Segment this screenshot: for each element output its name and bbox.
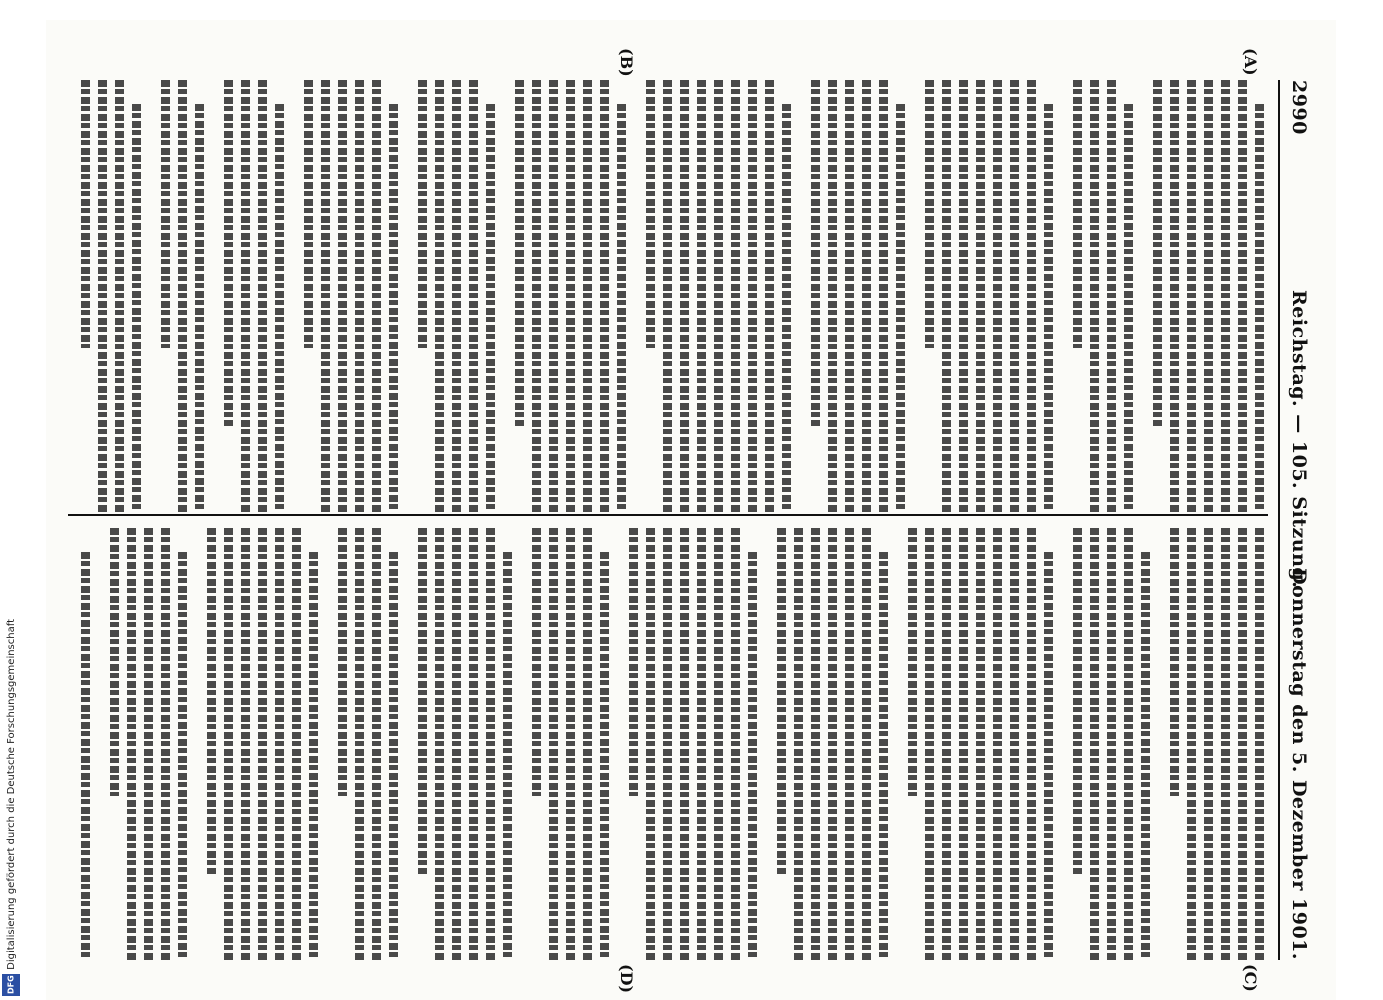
text-line bbox=[161, 80, 170, 348]
text-line bbox=[241, 80, 250, 512]
text-line bbox=[1073, 80, 1082, 348]
text-line bbox=[1187, 528, 1196, 960]
text-line bbox=[765, 80, 774, 512]
text-line bbox=[81, 80, 90, 348]
text-line bbox=[600, 552, 609, 960]
text-line bbox=[178, 80, 187, 512]
text-line bbox=[195, 104, 204, 512]
text-line bbox=[1170, 528, 1179, 796]
paragraph-gap bbox=[905, 80, 917, 512]
text-line bbox=[515, 80, 524, 426]
text-line bbox=[321, 80, 330, 512]
text-line bbox=[879, 80, 888, 512]
text-line bbox=[1124, 104, 1133, 512]
text-line bbox=[583, 80, 592, 512]
text-line bbox=[292, 528, 301, 960]
text-line bbox=[224, 80, 233, 426]
text-line bbox=[566, 528, 575, 960]
paragraph-gap bbox=[284, 80, 296, 512]
text-line bbox=[925, 528, 934, 960]
marker-b: (B) bbox=[617, 48, 636, 77]
paragraph-gap bbox=[791, 80, 803, 512]
text-line bbox=[1010, 528, 1019, 960]
text-line bbox=[549, 80, 558, 512]
text-line bbox=[777, 528, 786, 874]
text-line bbox=[896, 104, 905, 512]
text-line bbox=[207, 528, 216, 874]
text-line bbox=[338, 80, 347, 512]
text-line bbox=[1153, 80, 1162, 426]
text-line bbox=[828, 528, 837, 960]
text-line bbox=[697, 80, 706, 512]
header-rule bbox=[1278, 80, 1280, 960]
text-line bbox=[1027, 528, 1036, 960]
text-line bbox=[532, 528, 541, 796]
text-line bbox=[680, 528, 689, 960]
text-line bbox=[663, 528, 672, 960]
text-line bbox=[925, 80, 934, 348]
text-line bbox=[959, 80, 968, 512]
paragraph-gap bbox=[1053, 80, 1065, 512]
text-line bbox=[304, 80, 313, 348]
text-line bbox=[115, 80, 124, 512]
paragraph-gap bbox=[398, 80, 410, 512]
text-line bbox=[714, 528, 723, 960]
column-divider bbox=[68, 514, 1268, 516]
text-line bbox=[1141, 552, 1150, 960]
paragraph-gap bbox=[609, 528, 621, 960]
text-line bbox=[976, 80, 985, 512]
text-line bbox=[646, 528, 655, 960]
text-line bbox=[1010, 80, 1019, 512]
text-line bbox=[1107, 528, 1116, 960]
text-line bbox=[942, 80, 951, 512]
text-line bbox=[309, 552, 318, 960]
newspaper-page bbox=[46, 20, 1336, 1000]
paragraph-gap bbox=[626, 80, 638, 512]
text-line bbox=[372, 528, 381, 960]
text-line bbox=[1073, 528, 1082, 874]
text-line bbox=[418, 528, 427, 874]
paragraph-gap bbox=[90, 528, 102, 960]
paragraph-gap bbox=[757, 528, 769, 960]
paragraph-gap bbox=[187, 528, 199, 960]
text-line bbox=[258, 80, 267, 512]
text-line bbox=[959, 528, 968, 960]
text-line bbox=[1221, 80, 1230, 512]
text-line bbox=[663, 80, 672, 512]
paragraph-gap bbox=[495, 80, 507, 512]
text-line bbox=[418, 80, 427, 348]
text-line bbox=[81, 552, 90, 960]
text-line bbox=[1107, 80, 1116, 512]
text-line bbox=[338, 528, 347, 796]
text-line bbox=[144, 528, 153, 960]
text-line bbox=[1204, 528, 1213, 960]
text-line bbox=[435, 80, 444, 512]
text-line bbox=[811, 80, 820, 426]
text-line bbox=[583, 528, 592, 960]
text-line bbox=[1204, 80, 1213, 512]
text-column-left bbox=[74, 80, 1264, 512]
page-date: Donnerstag den 5. Dezember 1901. bbox=[1288, 568, 1310, 960]
paragraph-gap bbox=[318, 528, 330, 960]
page-title: Reichstag. — 105. Sitzung. bbox=[1288, 290, 1310, 589]
text-line bbox=[1238, 528, 1247, 960]
text-line bbox=[435, 528, 444, 960]
text-line bbox=[993, 528, 1002, 960]
text-line bbox=[714, 80, 723, 512]
text-line bbox=[976, 528, 985, 960]
text-line bbox=[566, 80, 575, 512]
text-line bbox=[617, 104, 626, 512]
text-line bbox=[275, 104, 284, 512]
text-line bbox=[1090, 528, 1099, 960]
text-line bbox=[600, 80, 609, 512]
text-line bbox=[132, 104, 141, 512]
text-line bbox=[355, 80, 364, 512]
text-line bbox=[389, 104, 398, 512]
page-number: 2990 bbox=[1288, 80, 1310, 135]
text-line bbox=[862, 528, 871, 960]
text-line bbox=[879, 552, 888, 960]
text-line bbox=[469, 528, 478, 960]
text-line bbox=[110, 528, 119, 796]
text-column-right bbox=[74, 528, 1264, 960]
text-line bbox=[1238, 80, 1247, 512]
paragraph-gap bbox=[512, 528, 524, 960]
text-line bbox=[731, 528, 740, 960]
paragraph-gap bbox=[204, 80, 216, 512]
paragraph-gap bbox=[141, 80, 153, 512]
paragraph-gap bbox=[398, 528, 410, 960]
text-line bbox=[503, 552, 512, 960]
paragraph-gap bbox=[1150, 528, 1162, 960]
text-line bbox=[355, 528, 364, 960]
marker-c: (C) bbox=[1241, 964, 1260, 992]
paragraph-gap bbox=[1133, 80, 1145, 512]
text-line bbox=[275, 528, 284, 960]
text-line bbox=[811, 528, 820, 960]
text-line bbox=[862, 80, 871, 512]
text-line bbox=[452, 80, 461, 512]
text-line bbox=[549, 528, 558, 960]
text-line bbox=[161, 528, 170, 960]
text-line bbox=[697, 528, 706, 960]
text-line bbox=[782, 104, 791, 512]
paragraph-gap bbox=[888, 528, 900, 960]
text-line bbox=[452, 528, 461, 960]
text-line bbox=[942, 528, 951, 960]
text-line bbox=[258, 528, 267, 960]
text-line bbox=[993, 80, 1002, 512]
text-line bbox=[908, 528, 917, 796]
text-line bbox=[98, 80, 107, 512]
text-line bbox=[469, 80, 478, 512]
text-line bbox=[1255, 528, 1264, 960]
text-line bbox=[1044, 104, 1053, 512]
text-line bbox=[794, 528, 803, 960]
text-line bbox=[1221, 528, 1230, 960]
page-header bbox=[1282, 80, 1314, 960]
text-line bbox=[1044, 552, 1053, 960]
text-line bbox=[178, 552, 187, 960]
text-line bbox=[845, 80, 854, 512]
text-line bbox=[845, 528, 854, 960]
text-line bbox=[1187, 80, 1196, 512]
text-line bbox=[389, 552, 398, 960]
text-line bbox=[748, 552, 757, 960]
text-line bbox=[532, 80, 541, 512]
text-line bbox=[486, 104, 495, 512]
text-line bbox=[1170, 80, 1179, 512]
digitization-credit: Digitalisierung gefördert durch die Deutsche Forschungsgemeinschaft bbox=[6, 619, 17, 970]
text-line bbox=[646, 80, 655, 348]
text-line bbox=[629, 528, 638, 796]
text-line bbox=[828, 80, 837, 512]
text-line bbox=[1090, 80, 1099, 512]
text-line bbox=[486, 528, 495, 960]
text-line bbox=[372, 80, 381, 512]
text-line bbox=[1255, 104, 1264, 512]
text-line bbox=[127, 528, 136, 960]
text-line bbox=[241, 528, 250, 960]
paragraph-gap bbox=[1053, 528, 1065, 960]
marker-a: (A) bbox=[1241, 48, 1260, 76]
text-line bbox=[748, 80, 757, 512]
text-line bbox=[1027, 80, 1036, 512]
marker-d: (D) bbox=[617, 964, 636, 994]
text-line bbox=[731, 80, 740, 512]
dfg-logo: DFG bbox=[2, 974, 20, 996]
text-line bbox=[680, 80, 689, 512]
text-line bbox=[224, 528, 233, 960]
text-line bbox=[1124, 528, 1133, 960]
